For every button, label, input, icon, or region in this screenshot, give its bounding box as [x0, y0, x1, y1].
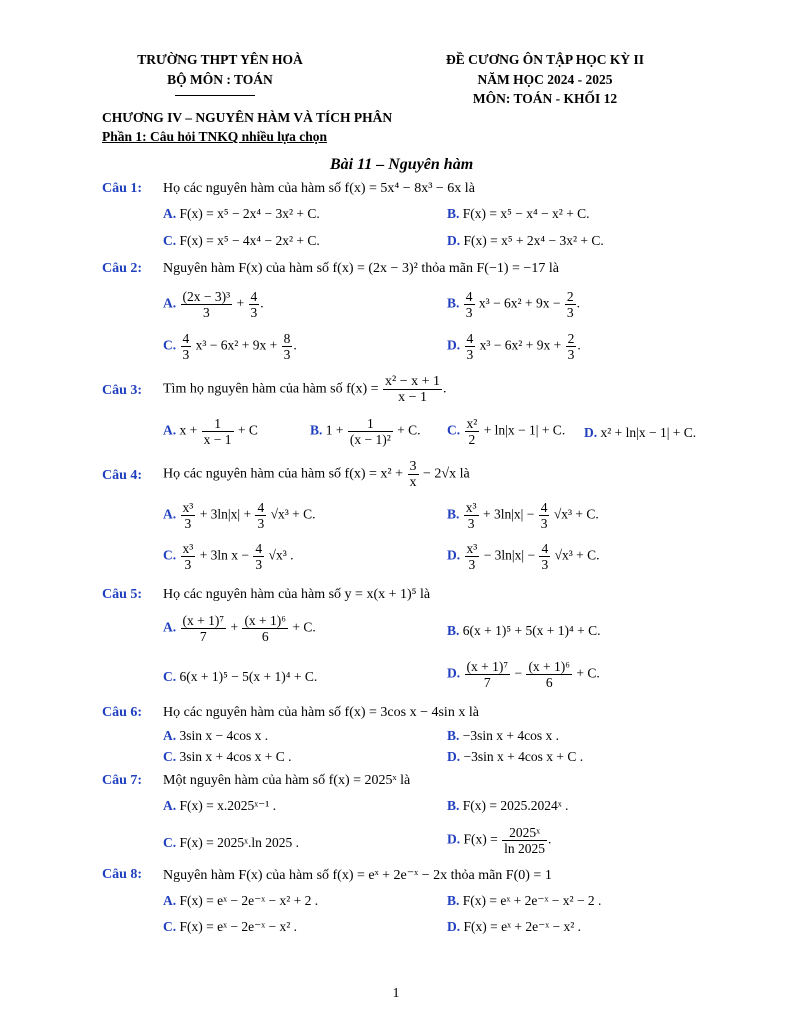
question-label: Câu 8: [102, 867, 143, 882]
option-a: A. $\frac{\text{(2x − 3)³}}{3}$ + $\frac{4}{3}$ . [163, 289, 264, 320]
option-c: C. 6(x + 1)⁵ − 5(x + 1)⁴ + C. [163, 669, 318, 684]
document-title: ĐỀ CƯƠNG ÔN TẬP HỌC KỲ II [445, 52, 645, 67]
option-b: B. $\frac{\text{x³}}{3}$ + 3ln|x| − $\frac{4}{3}$ √x³ + C. [447, 500, 599, 531]
option-d: D. F(x) = x⁵ + 2x⁴ − 3x² + C. [447, 233, 604, 248]
question-label: Câu 2: [102, 261, 143, 276]
option-d: D. x² + ln|x − 1| + C. [584, 425, 697, 440]
option-c: C. $\frac{4}{3}$ x³ − 6x² + 9x + $\frac{8}{3}$ . [163, 331, 297, 362]
question-label: Câu 3: [102, 383, 143, 398]
school-year: NĂM HỌC 2024 - 2025 [477, 72, 613, 87]
option-b: B. F(x) = eˣ + 2e⁻ˣ − x² − 2 . [447, 893, 602, 908]
option-d: D. $\frac{4}{3}$ x³ − 6x² + 9x + $\frac{2}{3}$ . [447, 331, 581, 362]
question-stem: Nguyên hàm F(x) của hàm số f(x) = (2x − 3)² thỏa mãn F(−1) = −17 là [163, 261, 559, 276]
option-b: B. 1 + $\frac{1}{\text{(x − 1)²}}$ + C. [310, 416, 421, 447]
school-name: TRƯỜNG THPT YÊN HOÀ [137, 52, 303, 67]
question-label: Câu 5: [102, 587, 143, 602]
question-stem: Họ các nguyên hàm của hàm số f(x) = x² + $\frac{3}{x}$ − 2√x là [163, 459, 470, 490]
option-c: C. F(x) = x⁵ − 4x⁴ − 2x² + C. [163, 233, 320, 248]
question-stem: Họ các nguyên hàm của hàm số f(x) = 3cos x − 4sin x là [163, 705, 479, 720]
option-c: C. 3sin x + 4cos x + C . [163, 749, 292, 764]
question-stem: Nguyên hàm F(x) của hàm số f(x) = eˣ + 2e⁻ˣ − 2x thỏa mãn F(0) = 1 [163, 868, 552, 883]
option-c: C. $\frac{\text{x³}}{3}$ + 3ln x − $\frac{4}{3}$ √x³ . [163, 541, 294, 572]
subject-grade: MÔN: TOÁN - KHỐI 12 [472, 91, 618, 106]
option-a: A. x + $\frac{1}{x - 1}$ + C [163, 416, 258, 447]
option-a: A. $\frac{\text{(x + 1)⁷}}{7}$ + $\frac{\text{(x + 1)⁶}}{6}$ + C. [163, 613, 316, 644]
option-d: D. −3sin x + 4cos x + C . [447, 749, 584, 764]
option-b: B. F(x) = x⁵ − x⁴ − x² + C. [447, 206, 590, 221]
option-b: B. F(x) = 2025.2024ˣ . [447, 798, 569, 813]
part-title: Phần 1: Câu hỏi TNKQ nhiều lựa chọn [102, 129, 328, 144]
question-label: Câu 4: [102, 468, 143, 483]
question-label: Câu 6: [102, 705, 143, 720]
page-number: 1 [392, 986, 400, 1001]
option-c: C. $\frac{\text{x²}}{2}$ + ln|x − 1| + C. [447, 416, 566, 447]
question-stem: Một nguyên hàm của hàm số f(x) = 2025ˣ là [163, 773, 411, 788]
option-a: A. $\frac{\text{x³}}{3}$ + 3ln|x| + $\frac{4}{3}$ √x³ + C. [163, 500, 316, 531]
option-b: B. $\frac{4}{3}$ x³ − 6x² + 9x − $\frac{2}{3}$ . [447, 289, 580, 320]
option-c: C. F(x) = eˣ − 2e⁻ˣ − x² . [163, 919, 298, 934]
option-c: C. F(x) = 2025ˣ.ln 2025 . [163, 835, 300, 850]
option-d: D. $\frac{\text{(x + 1)⁷}}{7}$ − $\frac{\text{(x + 1)⁶}}{6}$ + C. [447, 659, 600, 690]
question-label: Câu 1: [102, 181, 143, 196]
option-a: A. F(x) = x.2025ˣ⁻¹ . [163, 798, 277, 813]
option-a: A. F(x) = x⁵ − 2x⁴ − 3x² + C. [163, 206, 320, 221]
question-stem: Họ các nguyên hàm của hàm số y = x(x + 1)⁵ là [163, 587, 431, 602]
question-stem: Tìm họ nguyên hàm của hàm số f(x) = $\frac{\text{x² − x + 1}}{x - 1}$ . [163, 374, 447, 405]
question-stem: Họ các nguyên hàm của hàm số f(x) = 5x⁴ − 8x³ − 6x là [163, 181, 475, 196]
option-d: D. $\frac{\text{x³}}{3}$ − 3ln|x| − $\frac{4}{3}$ √x³ + C. [447, 541, 600, 572]
option-a: A. 3sin x − 4cos x . [163, 728, 269, 743]
chapter-title: CHƯƠNG IV – NGUYÊN HÀM VÀ TÍCH PHÂN [102, 110, 393, 125]
department-name: BỘ MÔN : TOÁN [167, 72, 273, 87]
option-d: D. F(x) = eˣ + 2e⁻ˣ − x² . [447, 919, 582, 934]
option-b: B. 6(x + 1)⁵ + 5(x + 1)⁴ + C. [447, 623, 601, 638]
question-label: Câu 7: [102, 773, 143, 788]
option-b: B. −3sin x + 4cos x . [447, 728, 559, 743]
header-divider [175, 95, 255, 96]
option-a: A. F(x) = eˣ − 2e⁻ˣ − x² + 2 . [163, 893, 319, 908]
lesson-title: Bài 11 – Nguyên hàm [330, 156, 474, 173]
option-d: D. F(x) = $\frac{\text{2025ˣ}}{\ln 2025}$ . [447, 825, 552, 856]
